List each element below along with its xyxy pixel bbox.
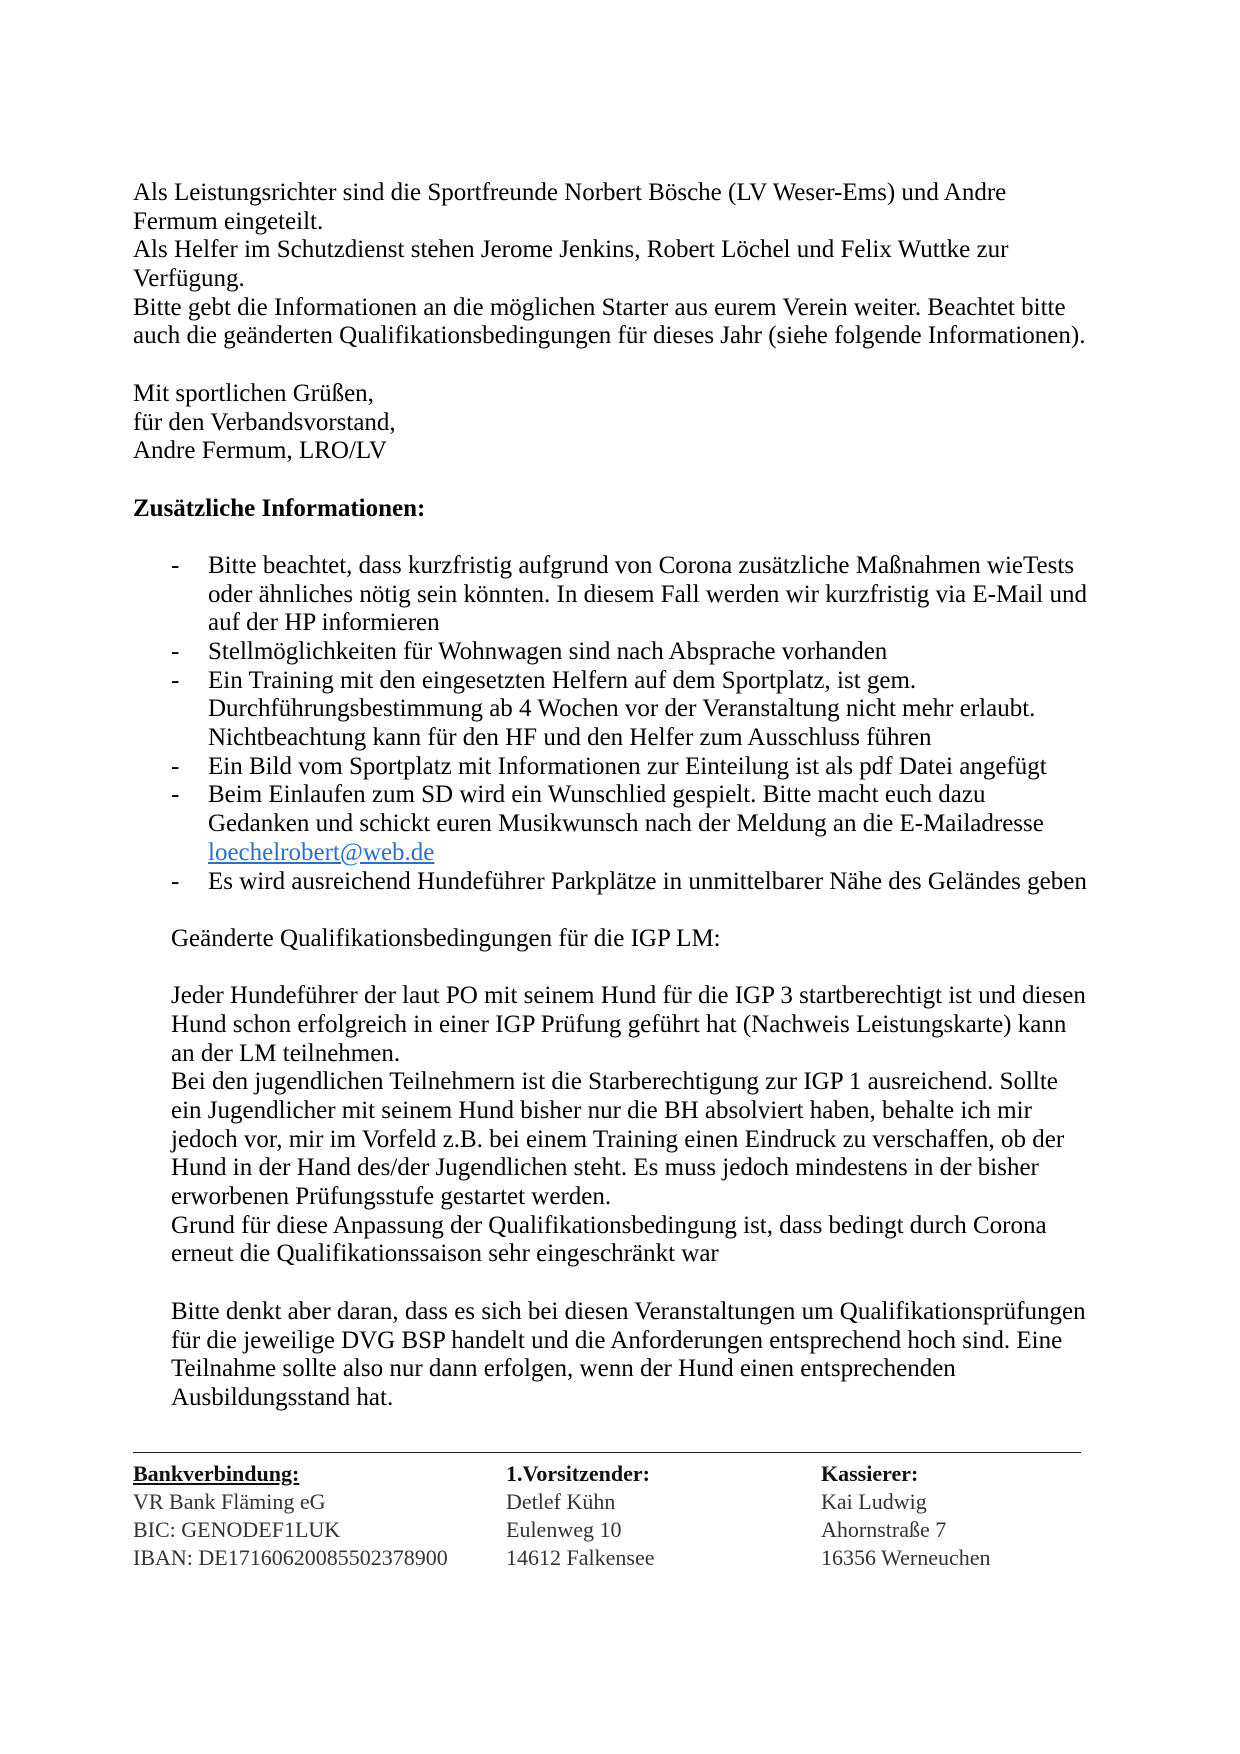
list-item-line: Nichtbeachtung kann für den HF und den Helfer zum Ausschluss führen [208,724,932,752]
list-item [133,781,1133,867]
qualification-line: erneut die Qualifikationssaison sehr eingeschränkt war [171,1240,719,1268]
list-item-line: Ein Training mit den eingesetzten Helfern auf dem Sportplatz, ist gem. [208,666,917,694]
bullet-dash: - [171,551,180,579]
final-line: Bitte denkt aber daran, dass es sich bei diesen Veranstaltungen um Qualifikationsprüfungen [171,1297,1086,1325]
email-link[interactable]: loechelrobert@web.de [208,838,435,866]
bullet-dash: - [171,867,180,895]
bullet-dash: - [171,638,180,665]
list-item-line: Gedanken und schickt euren Musikwunsch nach der Meldung an die E-Mailadresse [208,810,1044,838]
qualification-title: Geänderte Qualifikationsbedingungen für die IGP LM: [171,924,721,952]
footer-treasurer-line: Ahornstraße 7 [821,1517,947,1542]
qualification-line: jedoch vor, mir im Vorfeld z.B. bei einem Training einen Eindruck zu verschaffen, ob der [171,1125,1065,1153]
signature-line: Andre Fermum, LRO/LV [133,437,387,465]
footer-treasurer [821,1460,991,1572]
qualification-line: Hund in der Hand des/der Jugendlichen steht. Es muss jedoch mindestens in der bisher [171,1154,1039,1182]
list-item-line: Durchführungsbestimmung ab 4 Wochen vor der Veranstaltung nicht mehr erlaubt. [208,695,1036,723]
qualification-line: Grund für diese Anpassung der Qualifikationsbedingung ist, dass bedingt durch Corona [171,1211,1047,1239]
final-line: Ausbildungsstand hat. [171,1383,394,1411]
final-line: Teilnahme sollte also nur dann erfolgen, wenn der Hund einen entsprechenden [171,1355,956,1383]
list-item-line: auf der HP informieren [208,609,440,637]
list-item [133,667,1133,753]
qualification-line: ein Jugendlicher mit seinem Hund bisher nur die BH absolviert haben, behalte ich mir [171,1097,1032,1124]
list-item-line: Ein Bild vom Sportplatz mit Informationen zur Einteilung ist als pdf Datei angefügt [208,752,1047,780]
qualification-line: Hund schon erfolgreich in einer IGP Prüfung geführt hat (Nachweis Leistungskarte) kann [171,1010,1067,1038]
footer-chair [506,1460,654,1572]
letter-body [133,179,1133,1413]
list-item-line: oder ähnliches nötig sein könnten. In diesem Fall werden wir kurzfristig via E-Mail und [208,580,1087,608]
final-line: für die jeweilige DVG BSP handelt und die Anforderungen entsprechend hoch sind. Eine [171,1326,1063,1354]
section-heading: Zusätzliche Informationen: [133,494,426,522]
closing-line: für den Verbandsvorstand, [133,408,396,436]
footer-bank [133,1460,448,1572]
list-item-line: Es wird ausreichend Hundeführer Parkplätze in unmittelbarer Nähe des Geländes geben [208,867,1087,895]
footer-chair-line: 14612 Falkensee [506,1545,655,1570]
qualification-line: Jeder Hundeführer der laut PO mit seinem Hund für die IGP 3 startberechtigt ist und diesen [171,982,1086,1010]
list-item [133,638,1133,667]
footer-bank-line: IBAN: DE17160620085502378900 [133,1545,448,1570]
qualification-line: Bei den jugendlichen Teilnehmern ist die Starberechtigung zur IGP 1 ausreichend. Sollte [171,1068,1058,1096]
footer-bank-line: VR Bank Fläming eG [133,1489,326,1514]
bullet-dash: - [171,781,180,809]
list-item-line: Beim Einlaufen zum SD wird ein Wunschlied gespielt. Bitte macht euch dazu [208,781,986,809]
intro-line: Fermum eingeteilt. [133,207,324,235]
closing-line: Mit sportlichen Grüßen, [133,379,374,407]
info-list [133,552,1133,896]
intro-line: Als Helfer im Schutzdienst stehen Jerome Jenkins, Robert Löchel und Felix Wuttke zur [133,236,1009,264]
list-item [133,868,1133,897]
list-item [133,753,1133,782]
list-item [133,552,1133,638]
qualification-line: an der LM teilnehmen. [171,1039,401,1067]
footer-treasurer-title: Kassierer: [821,1461,919,1486]
intro-line: Bitte gebt die Informationen an die möglichen Starter aus eurem Verein weiter. Beachtet bitte [133,293,1066,321]
footer-chair-line: Detlef Kühn [506,1489,616,1514]
list-item-line: Stellmöglichkeiten für Wohnwagen sind nach Absprache vorhanden [208,638,888,665]
bullet-dash: - [171,752,180,780]
list-item-line: Bitte beachtet, dass kurzfristig aufgrund von Corona zusätzliche Maßnahmen wieTests [208,551,1075,579]
footer-chair-title: 1.Vorsitzender: [506,1461,650,1486]
footer-bank-title: Bankverbindung: [133,1461,300,1486]
bullet-dash: - [171,666,180,694]
footer-bank-line: BIC: GENODEF1LUK [133,1517,341,1542]
footer-chair-line: Eulenweg 10 [506,1517,622,1542]
qualification-line: erworbenen Prüfungsstufe gestartet werden. [171,1183,612,1211]
intro-line: auch die geänderten Qualifikationsbedingungen für dieses Jahr (siehe folgende Informationen). [133,322,1086,350]
intro-line: Als Leistungsrichter sind die Sportfreunde Norbert Bösche (LV Weser-Ems) und Andre [133,179,1007,206]
footer-treasurer-line: 16356 Werneuchen [821,1545,991,1570]
footer-treasurer-line: Kai Ludwig [821,1489,927,1514]
intro-line: Verfügung. [133,265,245,293]
footer-divider [133,1452,1081,1453]
